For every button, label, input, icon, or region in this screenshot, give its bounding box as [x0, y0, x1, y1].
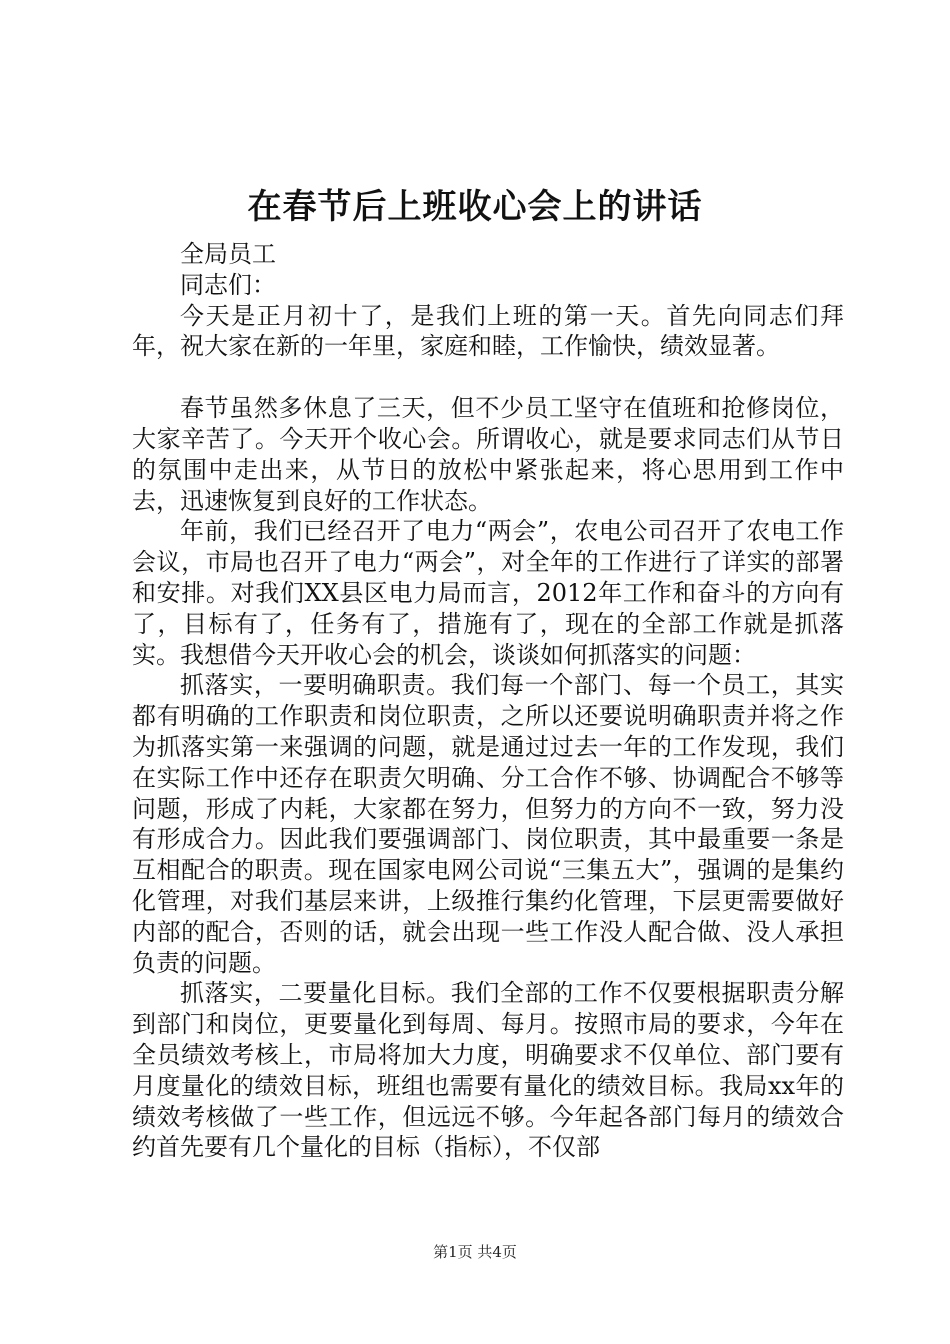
- salutation-line-1: 全局员工: [180, 240, 276, 268]
- document-title: 在春节后上班收心会上的讲话: [247, 187, 703, 227]
- page-number-footer: 第1页 共4页: [433, 1243, 517, 1261]
- paragraph-spring-festival: 春节虽然多休息了三天，但不少员工坚守在值班和抢修岗位，大家辛苦了。今天开个收心会。所谓收心，就是要求同志们从节日的氛围中走出来，从节日的放松中紧张起来，将心思用到工作中去，迅速恢复到良好的工作状态。: [132, 394, 844, 515]
- paragraph-greeting: 今天是正月初十了，是我们上班的第一天。首先向同志们拜年，祝大家在新的一年里，家庭和睦，工作愉快，绩效显著。: [132, 301, 844, 361]
- paragraph-implementation: 年前，我们已经召开了电力“两会”，农电公司召开了农电工作会议，市局也召开了电力“两会”，对全年的工作进行了详实的部署和安排。对我们XX县区电力局而言，2012年工作和奋斗的方向有了，目标有了，任务有了，措施有了，现在的全部工作就是抓落实。我想借今天开收心会的机会，谈谈如何抓落实的问题：: [132, 517, 844, 669]
- document-body: [132, 239, 844, 1163]
- paragraph-quantify-goals: 抓落实，二要量化目标。我们全部的工作不仅要根据职责分解到部门和岗位，更要量化到每周、每月。按照市局的要求，今年在全员绩效考核上，市局将加大力度，明确要求不仅单位、部门要有月度量化的绩效目标，班组也需要有量化的绩效目标。我局xx年的绩效考核做了一些工作，但远远不够。今年起各部门每月的绩效合约首先要有几个量化的目标（指标），不仅部: [132, 979, 844, 1162]
- salutation-line-2: 同志们：: [180, 270, 276, 299]
- paragraph-clarify-duties: 抓落实，一要明确职责。我们每一个部门、每一个员工，其实都有明确的工作职责和岗位职责，之所以还要说明确职责并将之作为抓落实第一来强调的问题，就是通过过去一年的工作发现，我们在实际工作中还存在职责欠明确、分工合作不够、协调配合不够等问题，形成了内耗，大家都在努力，但努力的方向不一致，努力没有形成合力。因此我们要强调部门、岗位职责，其中最重要一条是互相配合的职责。现在国家电网公司说“三集五大”，强调的是集约化管理，对我们基层来讲，上级推行集约化管理，下层更需要做好内部的配合，否则的话，就会出现一些工作没人配合做、没人承担负责的问题。: [132, 671, 844, 977]
